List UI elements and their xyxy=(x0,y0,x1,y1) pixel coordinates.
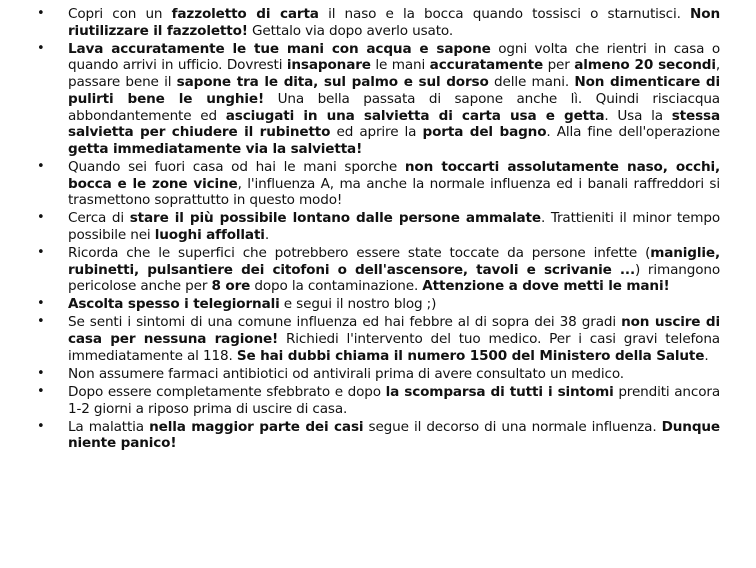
bullet-icon: • xyxy=(37,6,45,21)
item-emphasis: Non riutilizzare il fazzoletto! xyxy=(68,6,720,39)
item-text: Cerca di xyxy=(68,210,130,227)
item-emphasis: sapone tra le dita, sul palmo e sul dorso xyxy=(176,74,489,91)
item-emphasis: Attenzione a dove metti le mani! xyxy=(422,278,670,295)
item-emphasis: Ascolta spesso i telegiornali xyxy=(68,296,280,313)
bullet-icon: • xyxy=(37,158,45,174)
item-emphasis: accuratamente xyxy=(429,57,544,74)
advice-list xyxy=(0,6,756,452)
item-text: Una bella passata di sapone anche lì. Quindi risciacqua abbondantemente ed xyxy=(68,90,720,124)
item-emphasis: stessa salvietta per chiudere il rubinetto xyxy=(68,107,720,141)
item-emphasis: almeno 20 secondi xyxy=(574,57,716,74)
item-emphasis: Dunque niente panico! xyxy=(68,418,720,452)
list-item xyxy=(0,314,756,364)
item-text: , l'influenza A, ma anche la normale influenza ed i banali raffreddori si trasmettono soprattutto in questo modo! xyxy=(68,175,720,209)
bullet-icon: • xyxy=(37,296,45,312)
list-item xyxy=(0,159,756,209)
item-emphasis: 8 ore xyxy=(211,278,251,295)
item-text: Dopo essere completamente sfebbrato e dopo xyxy=(68,383,386,400)
item-emphasis: asciugati in una salvietta di carta usa e getta xyxy=(225,107,605,124)
item-text: e segui il nostro blog ;) xyxy=(279,296,437,313)
item-emphasis: non uscire di casa per nessuna ragione! xyxy=(68,314,720,348)
item-emphasis: stare il più possibile lontano dalle persone ammalate xyxy=(129,210,541,227)
item-text: Richiedi l'intervento del tuo medico. Per i casi gravi telefona immediatamente al 118. xyxy=(68,331,720,364)
item-emphasis: Non dimenticare di pulirti bene le unghie! xyxy=(68,74,720,107)
item-emphasis: nella maggior parte dei casi xyxy=(149,418,364,435)
item-text: . Trattieniti il minor tempo possibile nei xyxy=(68,210,721,244)
item-text: prenditi ancora 1-2 giorni a riposo prima di uscire di casa. xyxy=(68,383,720,417)
item-text: Gettalo via dopo averlo usato. xyxy=(247,22,454,39)
bullet-icon: • xyxy=(37,418,45,434)
item-text: Non assumere farmaci antibiotici od antivirali prima di avere consultato un medico. xyxy=(68,365,624,382)
item-text: Se senti i sintomi di una comune influenza ed hai febbre al di sopra dei 38 gradi xyxy=(68,314,622,331)
item-emphasis: maniglie, rubinetti, pulsantiere dei citofoni o dell'ascensore, tavoli e scrivanie ... xyxy=(68,245,720,278)
item-emphasis: fazzoletto di carta xyxy=(171,6,319,22)
item-emphasis: Se hai dubbi chiama il numero 1500 del Ministero della Salute xyxy=(236,347,705,364)
item-text: delle mani. xyxy=(488,74,575,91)
item-text: dopo la contaminazione. xyxy=(250,278,423,295)
item-text: Copri con un xyxy=(68,6,172,22)
bullet-icon: • xyxy=(37,245,45,261)
bullet-icon: • xyxy=(37,314,45,330)
item-emphasis: luoghi affollati xyxy=(154,227,265,244)
item-text: . Alla fine dell'operazione xyxy=(546,124,720,141)
bullet-icon: • xyxy=(37,383,45,399)
item-text: le mani xyxy=(370,57,430,74)
item-text: ogni volta che rientri in casa o quando arrivi in ufficio. Dovresti xyxy=(68,40,721,74)
item-emphasis: la scomparsa di tutti i sintomi xyxy=(385,383,614,400)
list-item xyxy=(0,384,756,417)
item-emphasis: non toccarti assolutamente naso, occhi, bocca e le zone vicine xyxy=(68,158,720,192)
bullet-icon: • xyxy=(37,210,45,226)
item-text: Quando sei fuori casa od hai le mani sporche xyxy=(68,158,405,175)
bullet-icon: • xyxy=(37,40,45,56)
item-emphasis: insaponare xyxy=(286,57,371,74)
item-text: il naso e la bocca quando tossisci o starnutisci. xyxy=(318,6,691,22)
item-text: Ricorda che le superfici che potrebbero essere state toccate da persone infette ( xyxy=(68,245,651,262)
item-text: . xyxy=(264,227,269,244)
item-text: ed aprire la xyxy=(330,124,423,141)
item-emphasis: Lava accuratamente le tue mani con acqua e sapone xyxy=(68,40,491,57)
item-text: . Usa la xyxy=(604,107,672,124)
item-emphasis: porta del bagno xyxy=(422,124,547,141)
document-page xyxy=(0,6,756,453)
item-text: ) rimangono pericolose anche per xyxy=(68,261,721,295)
item-text: , passare bene il xyxy=(68,57,721,91)
bullet-icon: • xyxy=(37,365,45,381)
item-text: . xyxy=(704,347,709,364)
item-text: La malattia xyxy=(68,418,150,435)
item-text: per xyxy=(543,57,575,74)
list-item xyxy=(0,419,756,452)
list-item xyxy=(0,210,756,243)
item-emphasis: getta immediatamente via la salvietta! xyxy=(68,140,363,157)
list-item xyxy=(0,6,756,39)
list-item xyxy=(0,41,756,158)
list-item xyxy=(0,245,756,295)
list-item xyxy=(0,296,756,313)
list-item xyxy=(0,366,756,383)
item-text: segue il decorso di una normale influenza. xyxy=(363,418,662,435)
